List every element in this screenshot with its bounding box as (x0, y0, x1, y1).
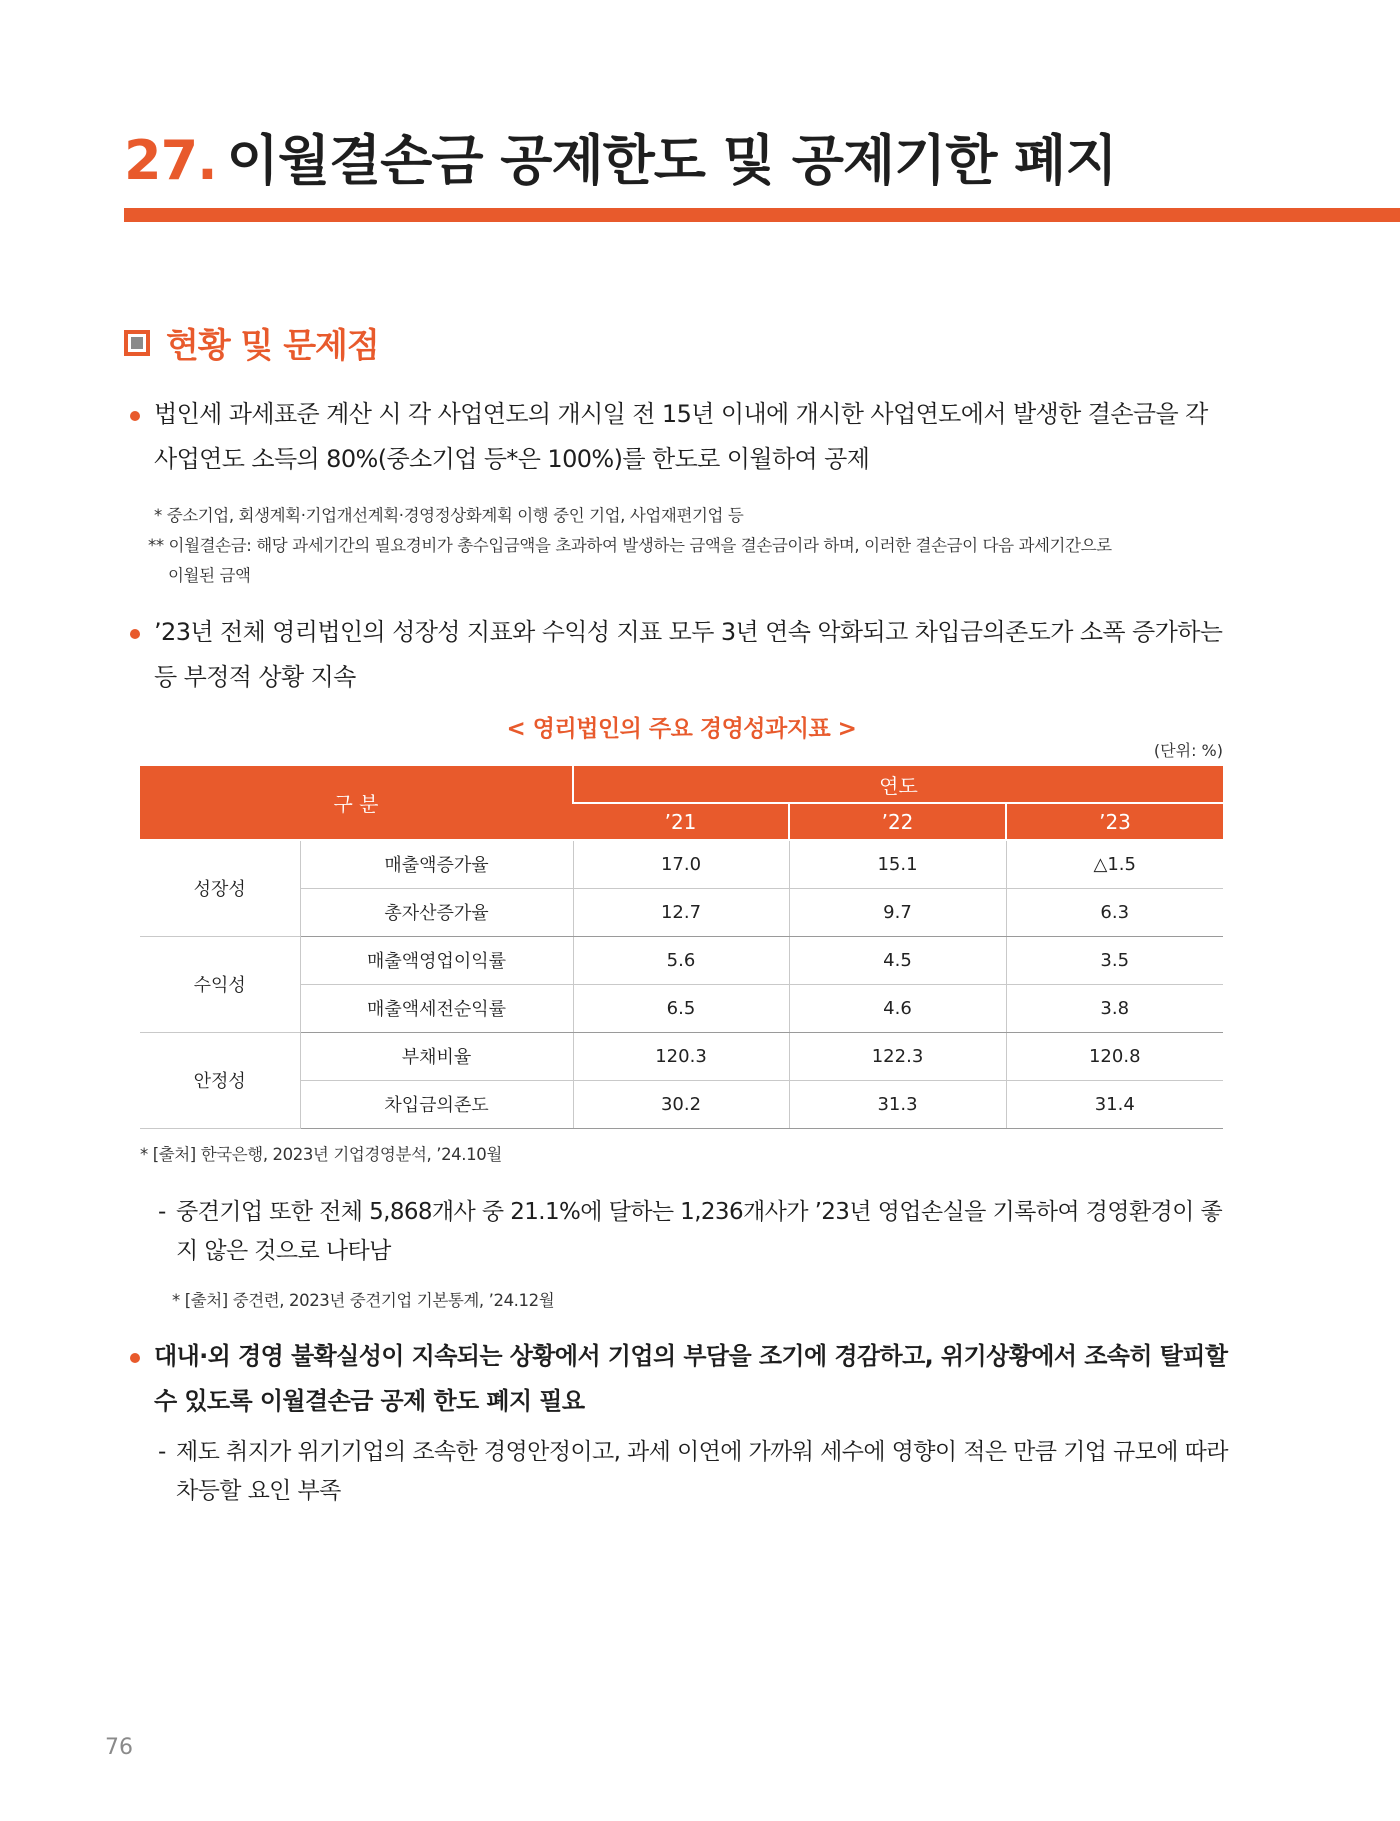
bullet-text-3: 대내·외 경영 불확실성이 지속되는 상황에서 기업의 부담을 조기에 경감하고, 위기상황에서 조속히 탈피할 수 있도록 이월결손금 공제 한도 폐지 필요 (154, 1342, 1228, 1415)
cell-value: 31.3 (789, 1080, 1006, 1128)
dash-text-1: 중견기업 또한 전체 5,868개사 중 21.1%에 달하는 1,236개사가 ’23년 영업손실을 기록하여 경영환경이 좋지 않은 것으로 나타남 (176, 1199, 1223, 1264)
group-profitability: 수익성 (140, 936, 300, 1032)
row-label: 매출액세전순익률 (300, 984, 573, 1032)
cell-value: 122.3 (789, 1032, 1006, 1080)
header-year: 연도 (573, 766, 1223, 803)
orange-dot-icon (130, 411, 140, 421)
dash-item-2 (158, 1433, 1238, 1511)
cell-value: 3.8 (1006, 984, 1223, 1032)
dash-item-1 (158, 1193, 1238, 1271)
table-row (140, 984, 1223, 1032)
dash-source: * [출처] 중견련, 2023년 중견기업 기본통계, ’24.12월 (172, 1291, 555, 1310)
dash-text-2: 제도 취지가 위기기업의 조속한 경영안정이고, 과세 이연에 가까워 세수에 영향이 적은 만큼 기업 규모에 따라 차등할 요인 부족 (176, 1439, 1228, 1504)
row-label: 차입금의존도 (300, 1080, 573, 1128)
group-stability: 안정성 (140, 1032, 300, 1128)
row-label: 매출액영업이익률 (300, 936, 573, 984)
row-label: 총자산증가율 (300, 888, 573, 936)
dash-marker: - (158, 1439, 166, 1465)
footnote-2: ** 이월결손금: 해당 과세기간의 필요경비가 총수입금액을 초과하여 발생하는 금액을 결손금이라 하며, 이러한 결손금이 다음 과세기간으로 (148, 536, 1112, 555)
cell-value: 12.7 (573, 888, 789, 936)
square-bullet-icon (124, 330, 150, 356)
cell-value: 9.7 (789, 888, 1006, 936)
dash-marker: - (158, 1199, 166, 1225)
table-row (140, 936, 1223, 984)
title-underline (124, 208, 1400, 222)
header-category: 구 분 (140, 766, 573, 840)
table-row (140, 1032, 1223, 1080)
indicator-table (140, 766, 1223, 1129)
section-title: 현황 및 문제점 (166, 326, 379, 366)
bullet-item-2 (130, 610, 1230, 700)
cell-value: 4.5 (789, 936, 1006, 984)
page-title (124, 118, 1117, 195)
cell-value: 5.6 (573, 936, 789, 984)
orange-dot-icon (130, 629, 140, 639)
table-row (140, 840, 1223, 888)
cell-value: △1.5 (1006, 840, 1223, 888)
footnote-1: * 중소기업, 회생계획·기업개선계획·경영정상화계획 이행 중인 기업, 사업재편기업 등 (154, 506, 744, 525)
header-year-21: ’21 (573, 803, 789, 840)
bullet-text-1: 법인세 과세표준 계산 시 각 사업연도의 개시일 전 15년 이내에 개시한 사업연도에서 발생한 결손금을 각 사업연도 소득의 80%(중소기업 등*은 100%)를 한도로 이월하여 공제 (154, 400, 1208, 473)
cell-value: 31.4 (1006, 1080, 1223, 1128)
orange-dot-icon (130, 1353, 140, 1363)
group-growth: 성장성 (140, 840, 300, 936)
table-row (140, 888, 1223, 936)
cell-value: 4.6 (789, 984, 1006, 1032)
cell-value: 6.5 (573, 984, 789, 1032)
section-heading (124, 318, 379, 367)
cell-value: 3.5 (1006, 936, 1223, 984)
footnote-2-cont: 이월된 금액 (168, 566, 251, 585)
row-label: 부채비율 (300, 1032, 573, 1080)
table-source: * [출처] 한국은행, 2023년 기업경영분석, ’24.10월 (140, 1145, 502, 1164)
cell-value: 15.1 (789, 840, 1006, 888)
cell-value: 120.8 (1006, 1032, 1223, 1080)
table-title: < 영리법인의 주요 경영성과지표 > (506, 716, 857, 742)
table-row (140, 1080, 1223, 1128)
bullet-item-3 (130, 1334, 1230, 1424)
row-label: 매출액증가율 (300, 840, 573, 888)
header-year-22: ’22 (789, 803, 1006, 840)
cell-value: 6.3 (1006, 888, 1223, 936)
cell-value: 120.3 (573, 1032, 789, 1080)
title-number: 27. (124, 129, 217, 192)
title-text: 이월결손금 공제한도 및 공제기한 폐지 (226, 129, 1117, 192)
bullet-item-1 (130, 392, 1230, 482)
header-year-23: ’23 (1006, 803, 1223, 840)
table-unit: (단위: %) (1153, 741, 1223, 760)
cell-value: 30.2 (573, 1080, 789, 1128)
bullet-text-2: ’23년 전체 영리법인의 성장성 지표와 수익성 지표 모두 3년 연속 악화되고 차입금의존도가 소폭 증가하는 등 부정적 상황 지속 (154, 618, 1223, 691)
cell-value: 17.0 (573, 840, 789, 888)
page-number: 76 (105, 1735, 133, 1760)
